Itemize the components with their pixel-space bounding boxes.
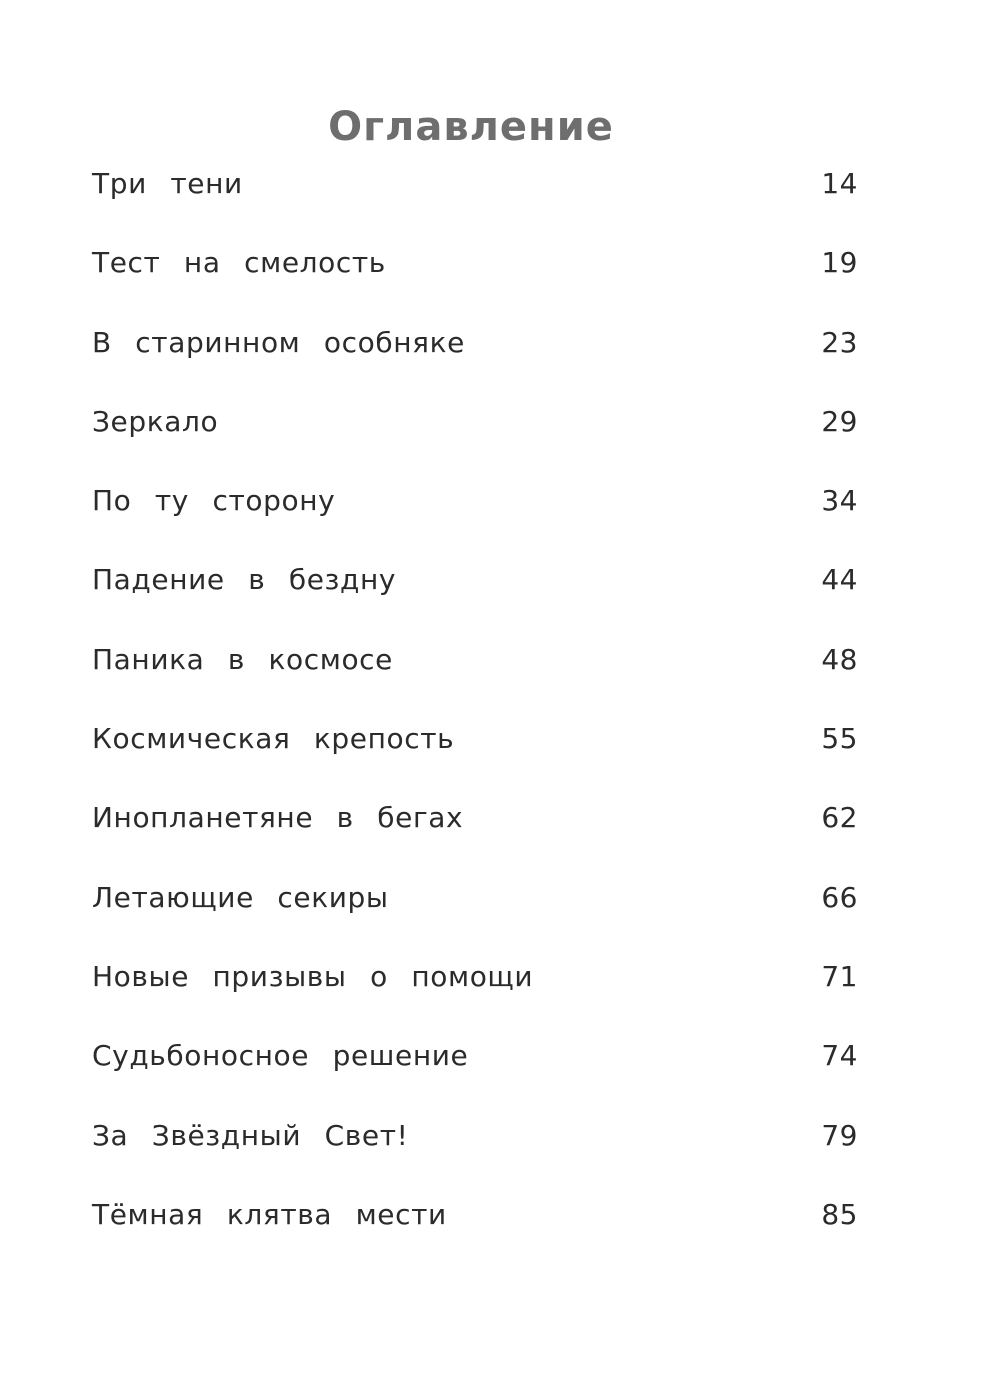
toc-entry-page-number: 23 — [821, 325, 858, 359]
toc-entry[interactable] — [92, 552, 858, 631]
toc-entry-title: Космическая крепость — [92, 722, 455, 756]
toc-entry[interactable] — [92, 711, 858, 790]
toc-entry-page-number: 34 — [821, 484, 858, 518]
toc-entry-page-number: 48 — [821, 642, 858, 676]
toc-entry[interactable] — [92, 632, 858, 711]
toc-entry-title: Зеркало — [92, 404, 219, 438]
toc-entry-page-number: 74 — [821, 1039, 858, 1073]
toc-entry[interactable] — [92, 473, 858, 552]
toc-entry[interactable] — [92, 1187, 858, 1266]
toc-entry-page-number: 71 — [821, 959, 858, 993]
toc-entry-page-number: 44 — [821, 563, 858, 597]
toc-entry[interactable] — [92, 790, 858, 869]
toc-entry[interactable] — [92, 870, 858, 949]
toc-entry-title: Инопланетяне в бегах — [92, 801, 464, 835]
toc-entry-title: Летающие секиры — [92, 880, 389, 914]
toc-entry[interactable] — [92, 156, 858, 235]
toc-entry-title: Паника в космосе — [92, 642, 394, 676]
toc-entry-page-number: 62 — [821, 801, 858, 835]
toc-entry[interactable] — [92, 315, 858, 394]
toc-entry[interactable] — [92, 949, 858, 1028]
toc-entry-title: Судьбоносное решение — [92, 1039, 469, 1073]
toc-entry-title: Три тени — [92, 167, 243, 200]
toc-entry-title: По ту сторону — [92, 484, 336, 518]
toc-entry-title: Новые призывы о помощи — [92, 959, 534, 993]
toc-entry-page-number: 14 — [821, 167, 858, 200]
toc-entry[interactable] — [92, 394, 858, 473]
toc-entry[interactable] — [92, 1028, 858, 1107]
toc-entry-page-number: 55 — [821, 722, 858, 756]
toc-entry-page-number: 29 — [821, 404, 858, 438]
toc-entry-title: Тест на смелость — [92, 246, 386, 280]
page-title: Оглавление — [328, 103, 614, 150]
toc-entry-title: В старинном особняке — [92, 325, 465, 359]
toc-entry-page-number: 79 — [821, 1118, 858, 1152]
table-of-contents — [92, 156, 858, 1266]
toc-entry-page-number: 66 — [821, 880, 858, 914]
toc-entry-page-number: 19 — [821, 246, 858, 280]
toc-entry-title: За Звёздный Свет! — [92, 1118, 409, 1152]
toc-entry[interactable] — [92, 235, 858, 314]
toc-entry-title: Падение в бездну — [92, 563, 397, 597]
toc-entry-title: Тёмная клятва мести — [92, 1197, 447, 1231]
toc-entry[interactable] — [92, 1108, 858, 1187]
toc-entry-page-number: 85 — [821, 1197, 858, 1231]
